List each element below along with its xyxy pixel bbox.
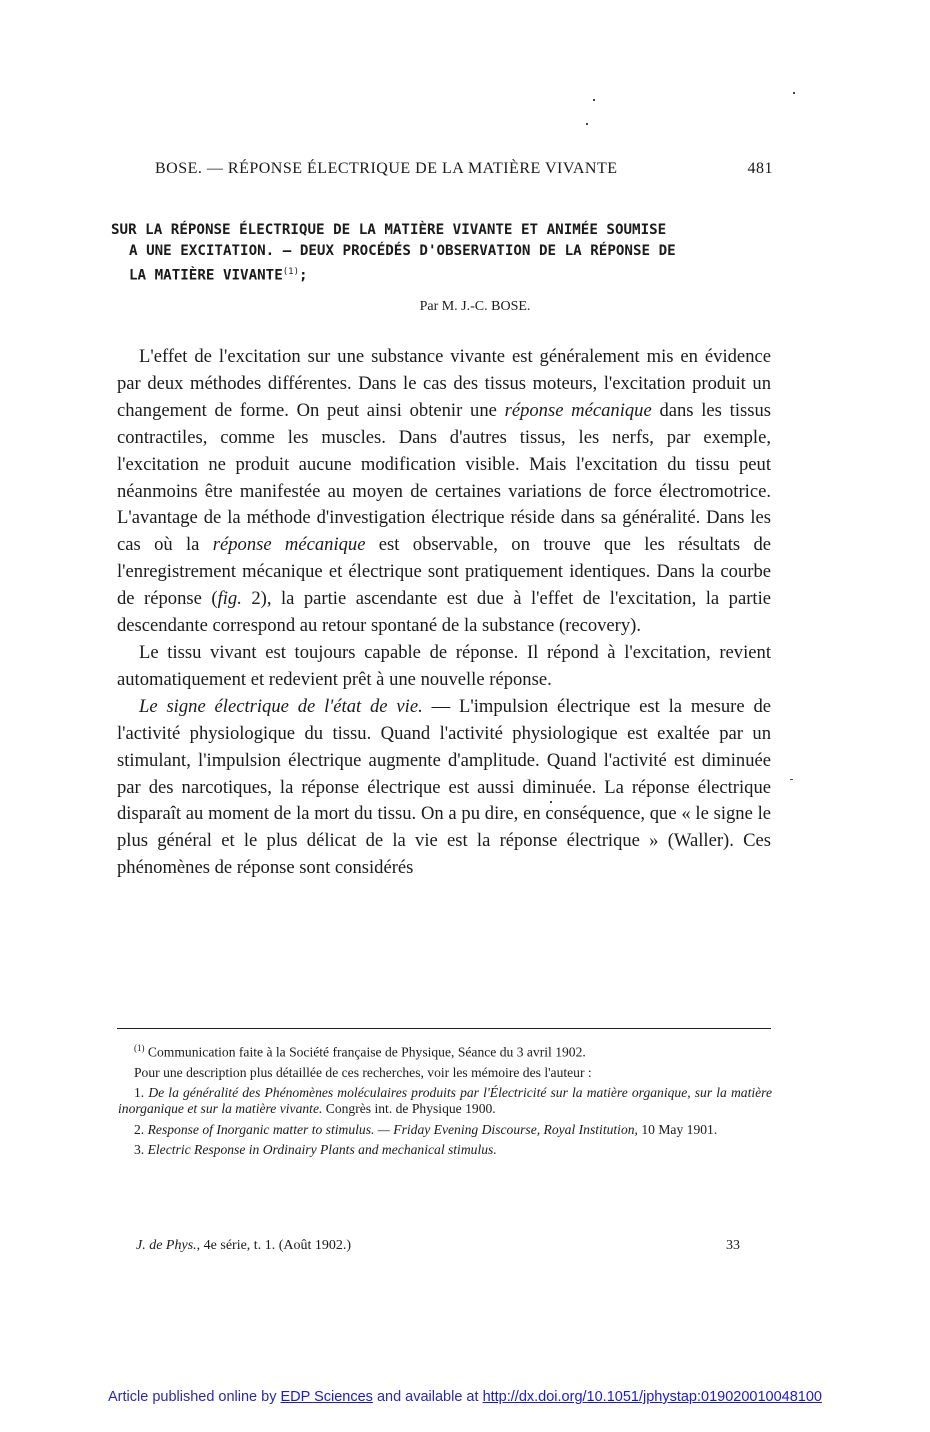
- reference-2: [118, 1122, 772, 1138]
- reference-1-tail: Congrès int. de Physique 1900.: [322, 1101, 496, 1117]
- title-footnote-mark: (1): [282, 267, 300, 277]
- p3-section-lead: Le signe électrique de l'état de vie.: [139, 695, 423, 717]
- paragraph-1: [117, 344, 771, 640]
- running-head: [155, 160, 773, 178]
- p1-emphasis-2: réponse mécanique: [212, 534, 366, 556]
- footnote-2: Pour une description plus détaillée de ces recherches, voir les mémoire des l'auteur :: [134, 1064, 592, 1080]
- credit-prefix: Article published online by: [108, 1389, 281, 1405]
- sheet-number: 33: [726, 1238, 740, 1253]
- reference-3-number: 3.: [134, 1142, 145, 1158]
- title-line-3: [111, 262, 771, 287]
- title-end: ;: [299, 267, 308, 284]
- running-title: BOSE. — RÉPONSE ÉLECTRIQUE DE LA MATIÈRE VIVANTE: [155, 160, 618, 177]
- credit-middle: and available at: [372, 1389, 483, 1405]
- reference-3: [118, 1142, 772, 1158]
- print-speck: [586, 123, 588, 125]
- journal-volume: , 4e série, t. 1. (Août 1902.): [196, 1238, 352, 1253]
- p3-text: — L'impulsion électrique est la mesure de l'activité physiologique du tissu. Quand l'activité physiologique est exaltée par un stimulant, l'impulsion électrique augmente d'amplitude. Quand l'activité est diminuée par des narcotiques, la réponse électrique est aussi diminuée. La réponse électrique disparaît au moment de la mort du tissu. On a pu dire, en conséquence, que « le signe le plus général et le plus délicat de la vie est la réponse électrique » (Waller). Ces phénomènes de réponse sont considérés: [117, 695, 771, 879]
- footnote-1-mark: (1): [134, 1043, 145, 1053]
- article-title: [111, 220, 771, 287]
- title-line-3-text: LA MATIÈRE VIVANTE: [129, 267, 283, 284]
- print-speck: [793, 92, 795, 94]
- journal-name: J. de Phys.: [136, 1238, 197, 1253]
- journal-footer: [136, 1238, 740, 1254]
- p1-text-c: dans les tissus contractiles, comme les muscles. Dans d'autres tissus, les nerfs, par exemple, l'excitation ne produit aucune modification visible. Mais l'excitation du tissu peut néanmoins être manifestée au moyen de certaines variations de force électromotrice. L'avantage de la méthode d'investigation électrique réside dans sa généralité. Dans les cas où la: [117, 399, 771, 556]
- byline: Par M. J.-C. BOSE.: [419, 299, 531, 314]
- footnote-1: [118, 1040, 772, 1061]
- reference-1-number: 1.: [134, 1085, 145, 1101]
- paragraph-3: [117, 694, 771, 882]
- body-text: [117, 344, 771, 882]
- page-number: 481: [747, 160, 773, 177]
- doi-link[interactable]: http://dx.doi.org/10.1051/jphystap:019020010048100: [482, 1389, 822, 1405]
- title-line-2: A UNE EXCITATION. — DEUX PROCÉDÉS D'OBSERVATION DE LA RÉPONSE DE: [129, 243, 676, 259]
- reference-1: [118, 1085, 772, 1118]
- reference-2-title: Response of Inorganic matter to stimulus. — Friday Evening Discourse, Royal Institution,: [144, 1121, 638, 1137]
- publisher-link[interactable]: EDP Sciences: [280, 1389, 373, 1405]
- reference-3-title: Electric Response in Ordinairy Plants and mechanical stimulus.: [144, 1142, 497, 1158]
- footnotes: [118, 1040, 772, 1162]
- reference-1-title: De la généralité des Phénomènes moléculaires produits par l'Électricité sur la matière organique, sur la matière inorganique et sur la matière vivante.: [118, 1085, 772, 1117]
- print-speck: [593, 99, 595, 101]
- paragraph-2: Le tissu vivant est toujours capable de réponse. Il répond à l'excitation, revient automatiquement et redevient prêt à une nouvelle réponse.: [117, 641, 771, 690]
- p1-emphasis-1: réponse mécanique: [504, 399, 652, 421]
- footnote-divider: [117, 1028, 771, 1029]
- title-line-1: SUR LA RÉPONSE ÉLECTRIQUE DE LA MATIÈRE VIVANTE ET ANIMÉE SOUMISE: [111, 222, 667, 238]
- footnote-1-text: Communication faite à la Société française de Physique, Séance du 3 avril 1902.: [144, 1044, 586, 1060]
- print-speck: [790, 779, 793, 780]
- reference-2-number: 2.: [134, 1121, 145, 1137]
- p1-text-a: L'effet de l'excitation sur une substance vivante est généralement mis en évidence par deux méthodes différentes. Dans le cas des tissus moteurs, l'excitation produit un changement de forme. On peut ainsi obtenir une: [117, 346, 771, 421]
- publication-credit: [0, 1389, 930, 1405]
- reference-2-tail: 10 May 1901.: [637, 1121, 718, 1137]
- p1-figure-ref: fig.: [217, 588, 242, 610]
- p1-text-e: est observable, on trouve que les résultats de l'enregistrement mécanique et électrique sont pratiquement identiques. Dans la courbe de réponse (: [117, 534, 772, 610]
- p1-text-g: 2), la partie ascendante est due à l'effet de l'excitation, la partie descendante correspond au retour spontané de la substance (recovery).: [117, 588, 771, 637]
